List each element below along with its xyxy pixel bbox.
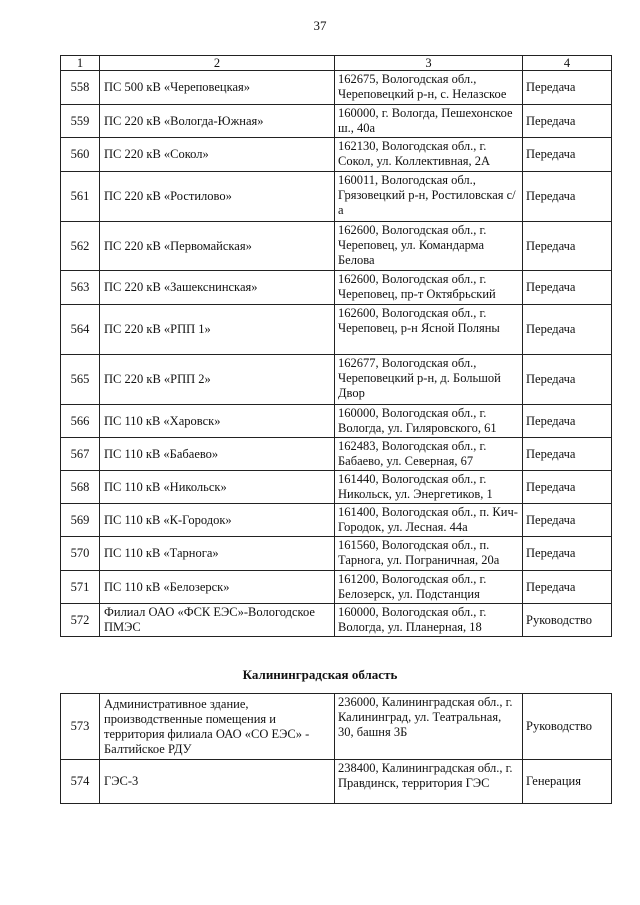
facility-function: Передача	[523, 305, 612, 355]
table-header-row	[61, 56, 612, 71]
facility-name: ПС 110 кВ «Никольск»	[100, 471, 335, 504]
kaliningrad-table	[60, 693, 612, 804]
facility-name: ПС 110 кВ «Белозерск»	[100, 571, 335, 604]
row-number: 562	[61, 222, 100, 271]
facility-address: 161200, Вологодская обл., г. Белозерск, ул. Подстанция	[335, 571, 523, 604]
facility-address: 162600, Вологодская обл., г. Череповец, ул. Командарма Белова	[335, 222, 523, 271]
facility-function: Передача	[523, 355, 612, 405]
facility-address: 160011, Вологодская обл., Грязовецкий р-н, Ростиловская с/а	[335, 172, 523, 222]
table-row	[61, 537, 612, 571]
facility-address: 160000, г. Вологда, Пешехонское ш., 40а	[335, 105, 523, 138]
section-heading: Калининградская область	[242, 667, 398, 682]
facility-function: Передача	[523, 438, 612, 471]
facility-address: 161560, Вологодская обл., п. Тарнога, ул. Пограничная, 20а	[335, 537, 523, 571]
column-header: 1	[61, 56, 100, 71]
facility-name: ПС 220 кВ «РПП 1»	[100, 305, 335, 355]
table-row	[61, 471, 612, 504]
row-number: 569	[61, 504, 100, 537]
row-number: 563	[61, 271, 100, 305]
facility-name: ПС 110 кВ «Харовск»	[100, 405, 335, 438]
facility-address: 162483, Вологодская обл., г. Бабаево, ул. Северная, 67	[335, 438, 523, 471]
table-row	[61, 271, 612, 305]
facility-function: Передача	[523, 471, 612, 504]
facility-name: ПС 110 кВ «К-Городок»	[100, 504, 335, 537]
column-header: 2	[100, 56, 335, 71]
table-row	[61, 604, 612, 637]
facility-name: ПС 110 кВ «Тарнога»	[100, 537, 335, 571]
facility-address: 236000, Калининградская обл., г. Калининград, ул. Театральная, 30, башня 3Б	[335, 694, 523, 760]
facility-function: Передача	[523, 571, 612, 604]
table-row	[61, 355, 612, 405]
facility-name: ПС 220 кВ «Первомайская»	[100, 222, 335, 271]
facility-function: Передача	[523, 138, 612, 172]
facility-address: 162675, Вологодская обл., Череповецкий р-н, с. Нелазское	[335, 71, 523, 105]
facility-address: 162600, Вологодская обл., г. Череповец, пр-т Октябрьский	[335, 271, 523, 305]
facility-address: 160000, Вологодская обл., г. Вологда, ул. Планерная, 18	[335, 604, 523, 637]
table-row	[61, 138, 612, 172]
row-number: 573	[61, 694, 100, 760]
facility-name: ПС 220 кВ «Сокол»	[100, 138, 335, 172]
page-number: 37	[313, 18, 327, 33]
table-row	[61, 504, 612, 537]
facility-name: ПС 500 кВ «Череповецкая»	[100, 71, 335, 105]
column-header: 3	[335, 56, 523, 71]
row-number: 560	[61, 138, 100, 172]
column-header: 4	[523, 56, 612, 71]
facility-name: ПС 220 кВ «РПП 2»	[100, 355, 335, 405]
facility-name: ПС 220 кВ «Ростилово»	[100, 172, 335, 222]
facility-name: ПС 110 кВ «Бабаево»	[100, 438, 335, 471]
facility-function: Передача	[523, 504, 612, 537]
facility-address: 162600, Вологодская обл., г. Череповец, р-н Ясной Поляны	[335, 305, 523, 355]
facility-name: ПС 220 кВ «Вологда-Южная»	[100, 105, 335, 138]
row-number: 559	[61, 105, 100, 138]
facility-address: 161400, Вологодская обл., п. Кич-Городок, ул. Лесная. 44а	[335, 504, 523, 537]
facility-name: ГЭС-3	[100, 760, 335, 804]
facility-address: 238400, Калининградская обл., г. Правдинск, территория ГЭС	[335, 760, 523, 804]
row-number: 572	[61, 604, 100, 637]
facility-function: Руководство	[523, 604, 612, 637]
table-row	[61, 694, 612, 760]
table-row	[61, 172, 612, 222]
facility-function: Руководство	[523, 694, 612, 760]
facility-function: Передача	[523, 172, 612, 222]
table-row	[61, 438, 612, 471]
table-row	[61, 222, 612, 271]
table-row	[61, 71, 612, 105]
row-number: 558	[61, 71, 100, 105]
facility-name: ПС 220 кВ «Зашекснинская»	[100, 271, 335, 305]
table-row	[61, 571, 612, 604]
row-number: 568	[61, 471, 100, 504]
facility-function: Передача	[523, 105, 612, 138]
row-number: 571	[61, 571, 100, 604]
facility-name: Филиал ОАО «ФСК ЕЭС»-Вологодское ПМЭС	[100, 604, 335, 637]
facility-function: Генерация	[523, 760, 612, 804]
facility-function: Передача	[523, 222, 612, 271]
facility-name: Административное здание, производственные помещения и территория филиала ОАО «СО ЕЭС» - Балтийское РДУ	[100, 694, 335, 760]
facility-address: 162130, Вологодская обл., г. Сокол, ул. Коллективная, 2А	[335, 138, 523, 172]
table-row	[61, 405, 612, 438]
table-row	[61, 760, 612, 804]
table-row	[61, 105, 612, 138]
facility-function: Передача	[523, 271, 612, 305]
facility-function: Передача	[523, 405, 612, 438]
row-number: 574	[61, 760, 100, 804]
row-number: 570	[61, 537, 100, 571]
row-number: 561	[61, 172, 100, 222]
row-number: 565	[61, 355, 100, 405]
table-row	[61, 305, 612, 355]
facility-address: 162677, Вологодская обл., Череповецкий р-н, д. Большой Двор	[335, 355, 523, 405]
row-number: 567	[61, 438, 100, 471]
row-number: 564	[61, 305, 100, 355]
facilities-table	[60, 55, 612, 637]
facility-function: Передача	[523, 537, 612, 571]
facility-address: 161440, Вологодская обл., г. Никольск, ул. Энергетиков, 1	[335, 471, 523, 504]
facility-address: 160000, Вологодская обл., г. Вологда, ул. Гиляровского, 61	[335, 405, 523, 438]
facility-function: Передача	[523, 71, 612, 105]
row-number: 566	[61, 405, 100, 438]
